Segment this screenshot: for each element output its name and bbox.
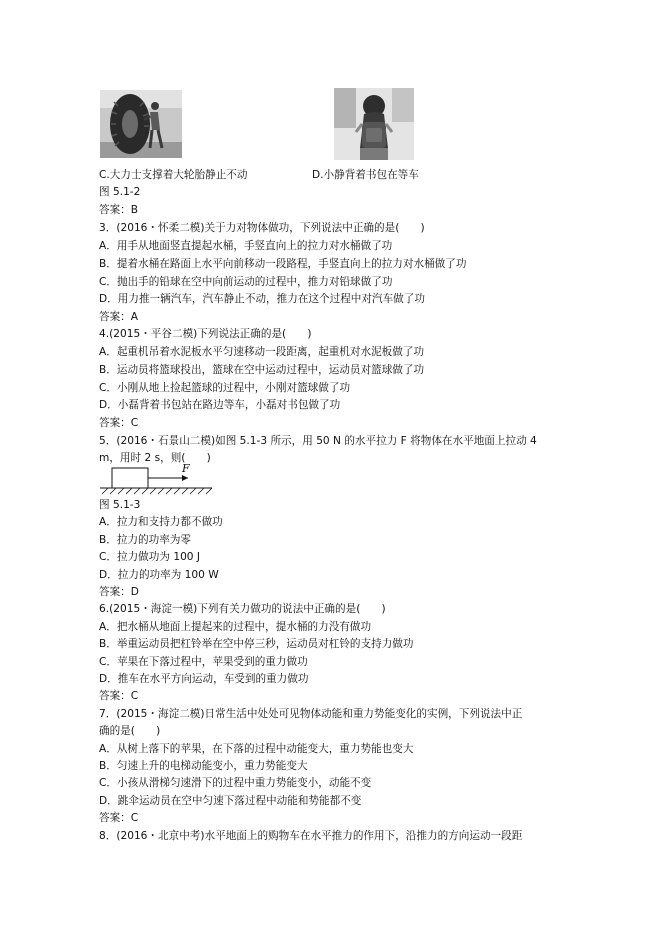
girl-backpack-photo xyxy=(334,88,414,160)
option-a: A．起重机吊着水泥板水平匀速移动一段距离，起重机对水泥板做了功 xyxy=(99,346,425,358)
answer-text: 答案：D xyxy=(99,586,139,598)
option-d: D．拉力的功率为 100 W xyxy=(99,569,219,581)
question-stem-line-2: m，用时 2 s，则( ) xyxy=(99,452,211,464)
pulling-force-diagram xyxy=(98,460,214,496)
option-c: C．抛出手的铅球在空中向前运动的过程中，推力对铅球做了功 xyxy=(99,276,393,288)
question-stem-line-1: 8．(2016・北京中考)水平地面上的购物车在水平推力的作用下，沿推力的方向运动一段距 xyxy=(99,830,523,842)
option-c: C．拉力做功为 100 J xyxy=(99,551,201,563)
question-stem-line-1: 7．(2015・海淀二模)日常生活中处处可见物体动能和重力势能变化的实例，下列说法中正 xyxy=(99,708,523,720)
option-c: C．小孩从滑梯匀速滑下的过程中重力势能变小，动能不变 xyxy=(99,777,372,789)
block xyxy=(112,468,148,488)
option-b: B．举重运动员把杠铃举在空中停三秒，运动员对杠铃的支持力做功 xyxy=(99,638,414,650)
option-d: D．用力推一辆汽车，汽车静止不动，推力在这个过程中对汽车做了功 xyxy=(99,293,425,305)
option-b: B．运动员将篮球投出，篮球在空中运动过程中，运动员对篮球做了功 xyxy=(99,364,425,376)
question-stem: 6.(2015・海淀一模)下列有关力做功的说法中正确的是( ) xyxy=(99,603,386,615)
answer-text: 答案：C xyxy=(99,690,139,702)
answer-text: 答案：B xyxy=(99,204,139,216)
answer-text: 答案：C xyxy=(99,417,139,429)
caption-option-d: D.小静背着书包在等车 xyxy=(312,169,419,181)
option-c: C．苹果在下落过程中，苹果受到的重力做功 xyxy=(99,656,308,668)
caption-option-c: C.大力士支撑着大轮胎静止不动 xyxy=(99,169,248,181)
force-label: F xyxy=(182,462,190,475)
option-d: D．推车在水平方向运动，车受到的重力做功 xyxy=(99,673,309,685)
option-a: A．拉力和支持力都不做功 xyxy=(99,516,223,528)
question-stem: 3．(2016・怀柔二模)关于力对物体做功，下列说法中正确的是( ) xyxy=(99,222,425,234)
option-d: D．跳伞运动员在空中匀速下落过程中动能和势能都不变 xyxy=(99,795,362,807)
question-stem: 4.(2015・平谷二模)下列说法正确的是( ) xyxy=(99,328,312,340)
option-a: A．把水桶从地面上提起来的过程中，提水桶的力没有做功 xyxy=(99,621,372,633)
option-b: B．提着水桶在路面上水平向前移动一段路程，手竖直向上的拉力对水桶做了功 xyxy=(99,258,467,270)
option-b: B．匀速上升的电梯动能变小，重力势能变大 xyxy=(99,760,308,772)
question-stem-line-1: 5．(2016・石景山二模)如图 5.1-3 所示，用 50 N 的水平拉力 F 将物体在水平地面上拉动 4 xyxy=(99,435,537,447)
answer-text: 答案：C xyxy=(99,812,139,824)
option-a: A．用手从地面竖直提起水桶，手竖直向上的拉力对水桶做了功 xyxy=(99,240,393,252)
option-c: C．小刚从地上捡起篮球的过程中，小刚对篮球做了功 xyxy=(99,382,351,394)
option-a: A．从树上落下的苹果，在下落的过程中动能变大，重力势能也变大 xyxy=(99,743,414,755)
figure-label: 图 5.1-3 xyxy=(99,499,141,511)
question-stem-line-2: 确的是( ) xyxy=(99,725,161,737)
option-b: B．拉力的功率为零 xyxy=(99,534,192,546)
ground-hatching xyxy=(102,488,212,494)
strongman-tire-photo xyxy=(100,90,182,158)
figure-label: 图 5.1-2 xyxy=(99,186,141,198)
option-d: D．小磊背着书包站在路边等车，小磊对书包做了功 xyxy=(99,399,341,411)
answer-text: 答案：A xyxy=(99,311,139,323)
